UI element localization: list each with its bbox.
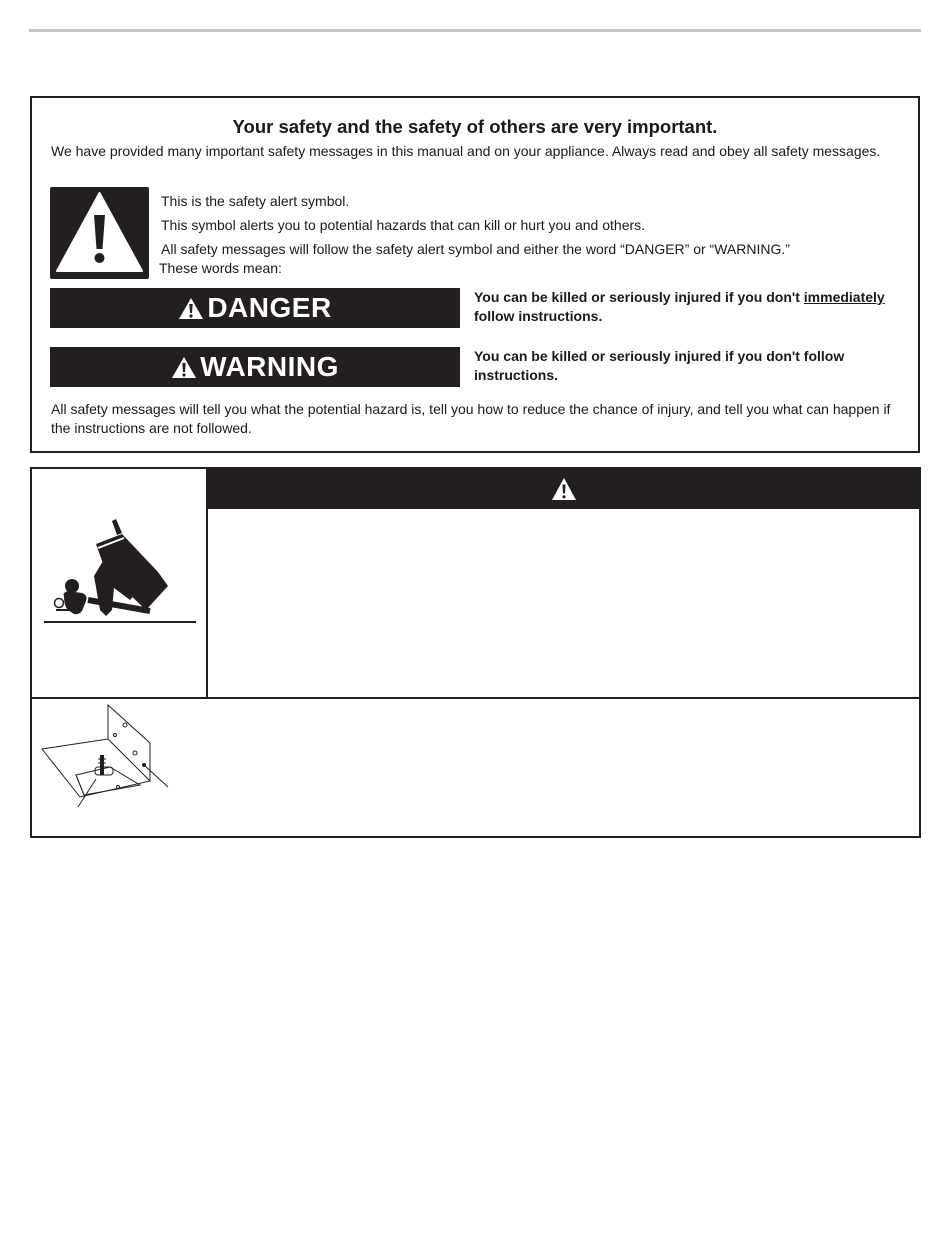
safety-outro: All safety messages will tell you what the potential hazard is, tell you how to reduce the chance of injury, and tell you what can happen if the instructions are not followed. (51, 401, 891, 436)
danger-desc-before: You can be killed or seriously injured if you don't (474, 289, 804, 305)
warning-header-alert-icon (551, 477, 577, 501)
safety-intro: We have provided many important safety messages in this manual and on your appliance. Always read and obey all safety messages. (51, 143, 881, 159)
warning-alert-icon (171, 356, 197, 379)
tip-over-warning-header (208, 469, 919, 509)
tip-over-warning-box (30, 467, 921, 838)
danger-description (474, 288, 914, 326)
alert-line-2: This symbol alerts you to potential hazards that can kill or hurt you and others. (161, 217, 646, 233)
tip-over-row-divider (32, 697, 919, 699)
alert-line-3: All safety messages will follow the safety alert symbol and either the word “DANGER” or “WARNING.” (161, 241, 790, 257)
warning-word: WARNING (200, 351, 339, 382)
appliance-tipping-over-icon (42, 514, 198, 626)
safety-alert-icon (50, 187, 149, 279)
tip-over-image-cell (32, 469, 208, 697)
danger-desc-after: follow instructions. (474, 308, 603, 324)
anti-tip-bracket-icon (40, 703, 176, 813)
safety-notice-box (30, 96, 920, 453)
danger-word: DANGER (207, 292, 332, 323)
safety-title: Your safety and the safety of others are very important. (232, 116, 718, 137)
warning-description: You can be killed or seriously injured if you don't follow instructions. (474, 348, 845, 383)
top-rule (29, 29, 921, 32)
words-mean: These words mean: (159, 260, 282, 276)
warning-signal-bar (50, 347, 460, 387)
alert-line-1: This is the safety alert symbol. (161, 193, 350, 209)
danger-alert-icon (178, 297, 204, 320)
danger-signal-bar (50, 288, 460, 328)
danger-desc-emphasis: immediately (803, 289, 885, 305)
